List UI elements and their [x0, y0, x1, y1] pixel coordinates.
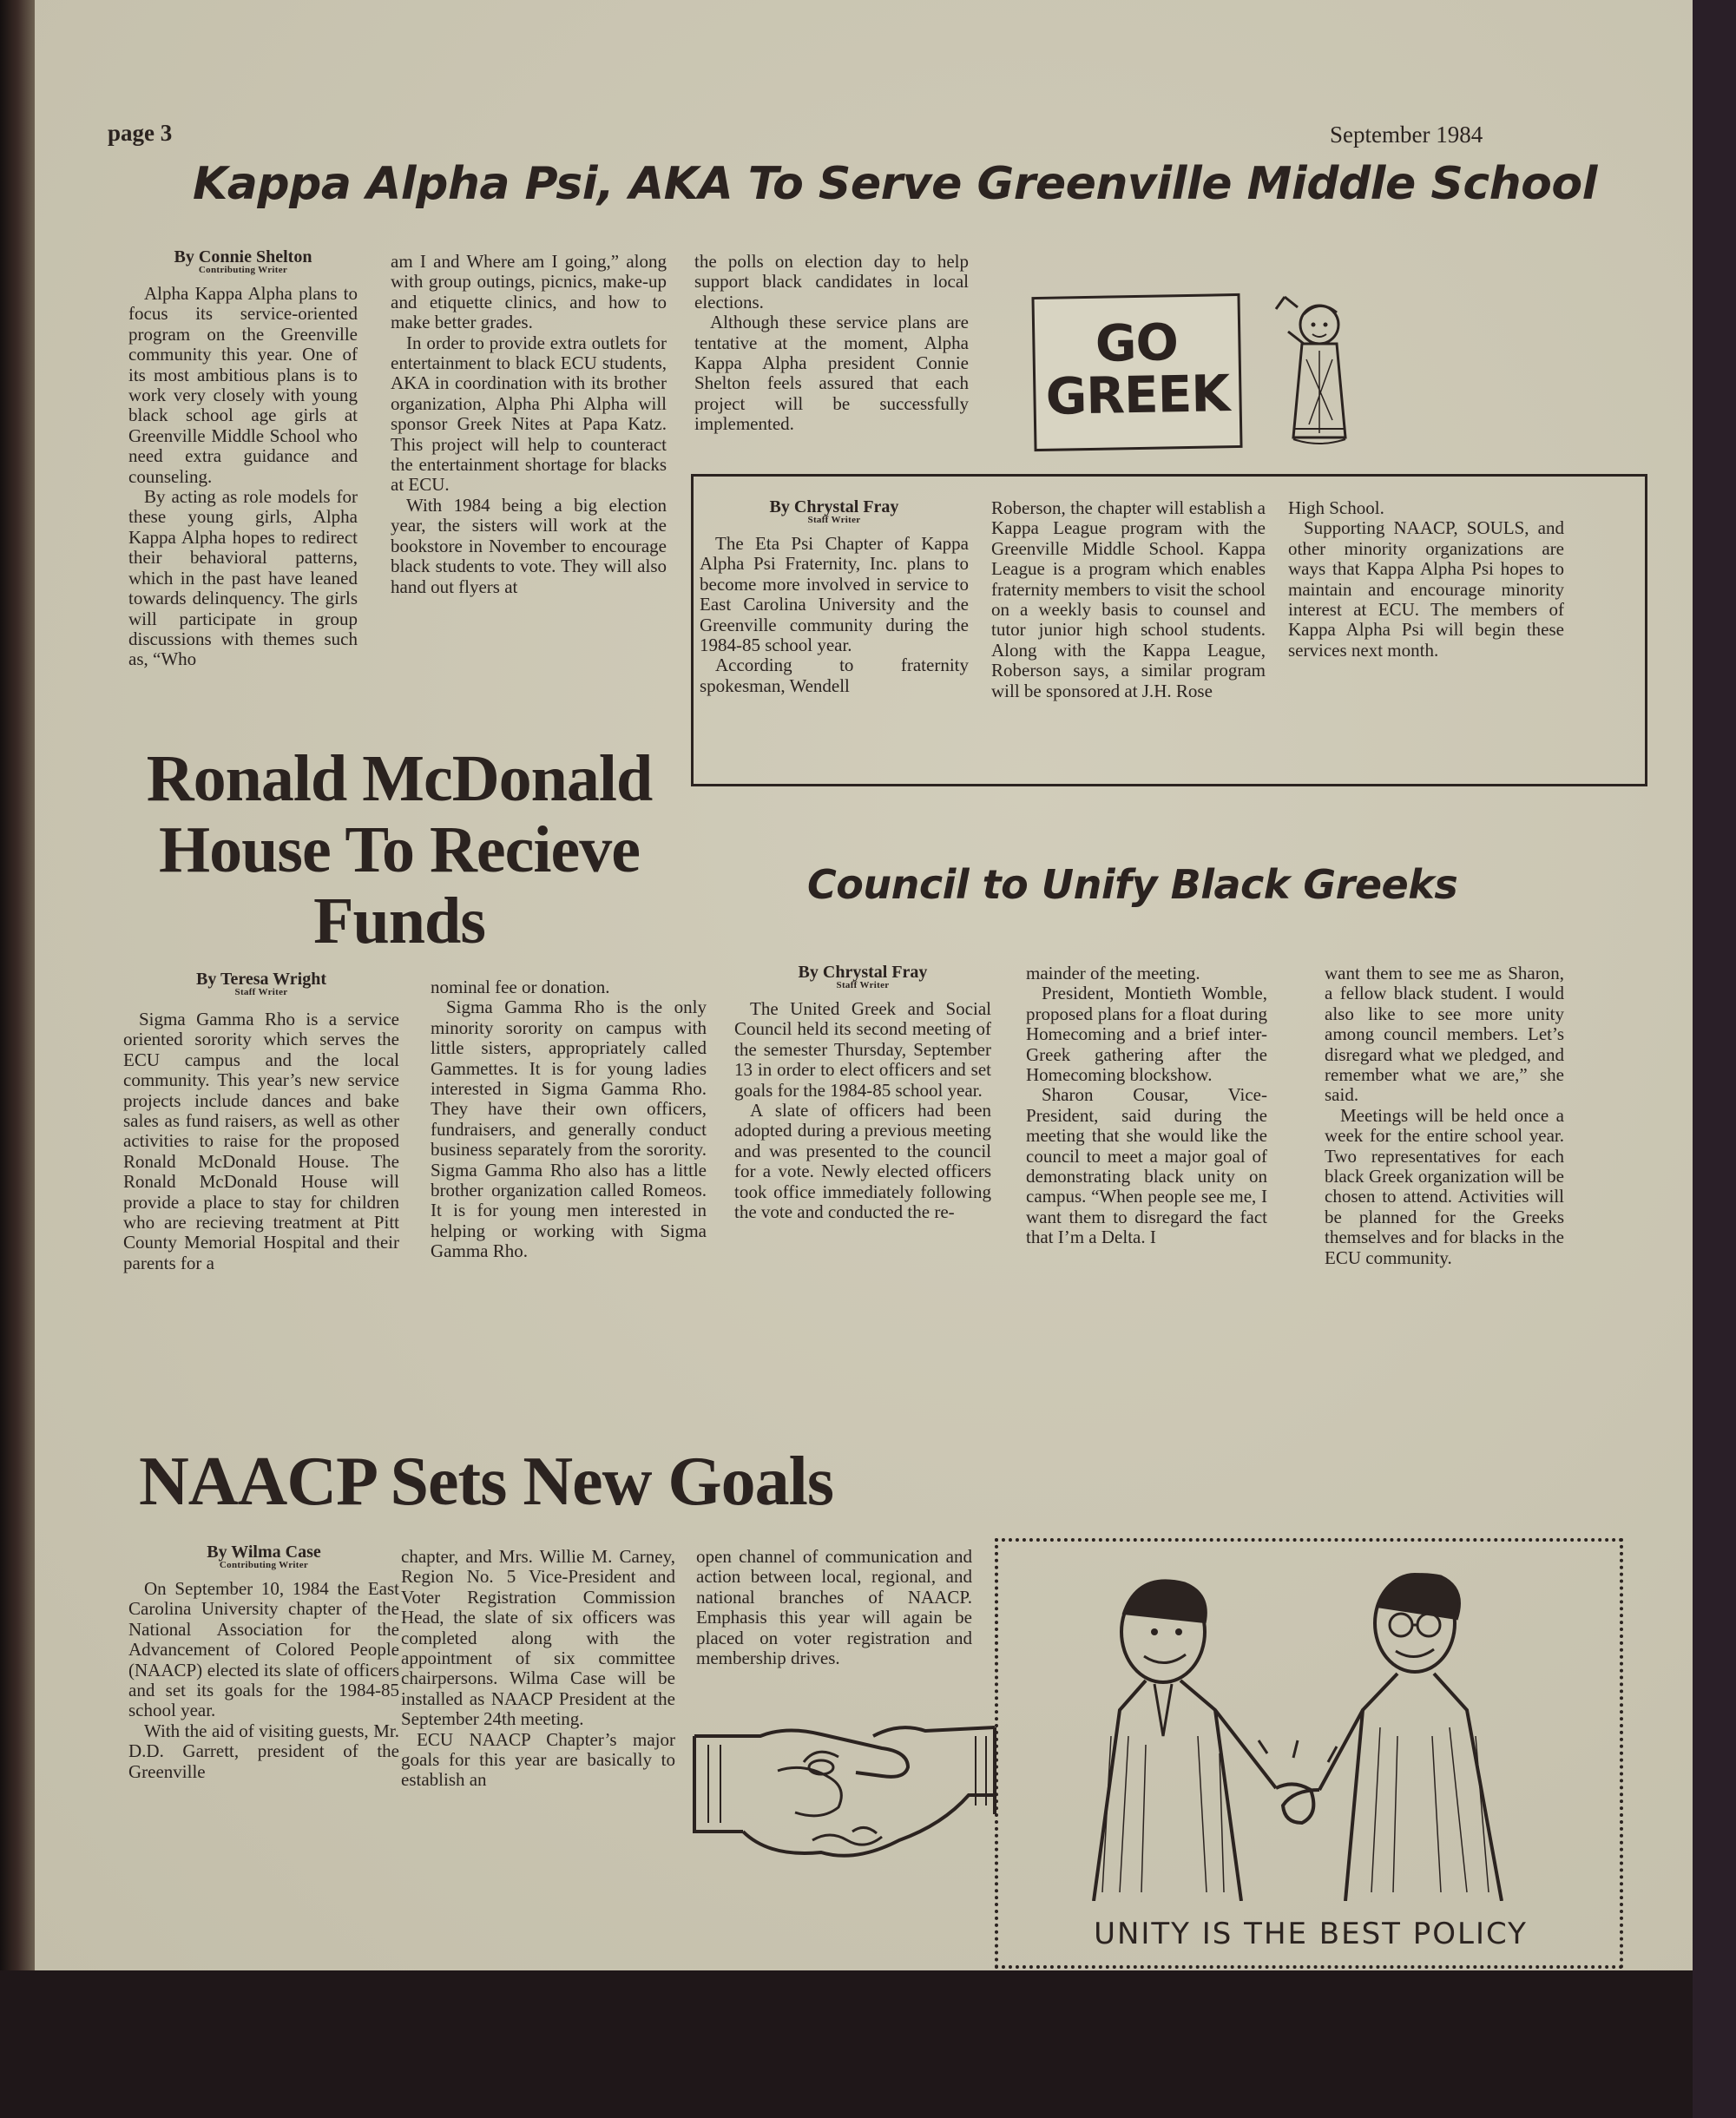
ronald-headline — [87, 743, 712, 957]
naacp-author-role: Contributing Writer — [219, 1560, 309, 1570]
paragraph: nominal fee or donation. — [431, 977, 610, 997]
issue-date: September 1984 — [1330, 122, 1483, 148]
kappa-headline: Kappa Alpha Psi, AKA To Serve Greenville Middle School — [193, 158, 1597, 210]
scan-edge — [1693, 0, 1736, 2118]
scan-background — [0, 1970, 1736, 2118]
paragraph: President, Montieth Womble, proposed plans for a float during Homecoming and a brief inter-Greek gathering after the Homecoming blockshow. — [1026, 983, 1267, 1086]
paragraph: Sigma Gamma Rho is the only minority sorority on campus with little sisters, appropriately called Gammettes. It is for young ladies interested in Sigma Gamma Rho. They have their own officers, fundraisers, and generally conduct business separately from the sorority. Sigma Gamma Rho also has a little brother organization called Romeos. It is for young men interested in helping or working with Sigma Gamma Rho. — [431, 997, 707, 1262]
paragraph: In order to provide extra outlets for entertainment to black ECU students, AKA in coordination with its brother organization, Alpha Phi Alpha will sponsor Greek Nites at Papa Katz. This project will help to counteract the entertainment shortage for blacks at ECU. — [391, 332, 667, 496]
paragraph: According to fraternity spokesman, Wendell — [700, 654, 969, 696]
paragraph: Roberson, the chapter will establish a Kappa League program with the Greenville Middle School. Kappa League is a program which enables fraternity members to visit the school on a weekly basis to counsel and tutor junior high school students. Along with the Kappa League, Roberson says, a similar program will be sponsored at J.H. Rose — [991, 497, 1266, 701]
paragraph: the polls on election day to help support black candidates in local elections. — [694, 251, 969, 312]
paragraph: Sigma Gamma Rho is a service oriented sorority which serves the ECU campus and the local community. This year’s new service projects include dances and bake sales as fund raisers, as well as other activities to raise for the proposed Ronald McDonald House. The Ronald McDonald House will provide a place to stay for children who are recieving treatment at Pitt County Memorial Hospital and their parents for a — [123, 1009, 399, 1273]
ronald-byline — [123, 970, 399, 997]
ronald-headline-line-2: House To Recieve — [159, 813, 640, 886]
paragraph: want them to see me as Sharon, a fellow black student. I would also like to see more unity among council members. Let’s disregard what we pledged, and remember what we are,” she said. — [1325, 963, 1564, 1106]
paragraph: Meetings will be held once a week for the entire school year. Two representatives for each black Greek organization will be chosen to attend. Activities will be planned for the Greeks themselves and for blacks in the ECU community. — [1325, 1104, 1564, 1268]
paragraph: With 1984 being a big election year, the sisters will work at the bookstore in November to encourage black students to vote. They will also hand out flyers at — [391, 494, 667, 597]
council-author: By Chrystal Fray — [798, 963, 928, 982]
aka-author-role: Contributing Writer — [198, 265, 288, 275]
paragraph: Alpha Kappa Alpha plans to focus its service-oriented program on the Greenville community this year. One of its most ambitious plans is to work very closely with young black school age girls at Greenville Middle School who need extra guidance and counseling. — [128, 283, 358, 487]
aka-column-3 — [694, 252, 969, 435]
aka-column-1 — [128, 248, 358, 670]
paragraph: chapter, and Mrs. Willie M. Carney, Region No. 5 Vice-President and Voter Registration Commission Head, the slate of six officers was completed along with the appointment of six committee chairpersons. Wilma Case will be installed as NAACP President at the September 24th meeting. — [401, 1546, 675, 1730]
paragraph: The Eta Psi Chapter of Kappa Alpha Psi Fraternity, Inc. plans to become more involved in service to East Carolina University and the Greenville community during the 1984-85 school year. — [700, 533, 969, 656]
paragraph: Although these service plans are tentative at the moment, Alpha Kappa Alpha president Connie Shelton feels assured that each project will be successfully implemented. — [694, 312, 969, 435]
ronald-author: By Teresa Wright — [195, 970, 327, 989]
psi-byline — [700, 498, 969, 525]
cartoon-caption: UNITY IS THE BEST POLICY — [1094, 1917, 1528, 1951]
page-number: page 3 — [108, 120, 173, 146]
ronald-column-2 — [431, 977, 707, 1262]
psi-column-3 — [1288, 498, 1564, 661]
council-author-role: Staff Writer — [836, 980, 890, 990]
naacp-author: By Wilma Case — [207, 1542, 321, 1562]
paragraph: Sharon Cousar, Vice-President, said during the meeting that she would like the council to meet a major goal of demonstrating black unity on campus. “When people see me, I want them to disregard the fact that I’m a Delta. I — [1026, 1084, 1267, 1248]
council-column-2 — [1026, 964, 1267, 1248]
council-headline: Council to Unify Black Greeks — [807, 861, 1458, 908]
council-byline — [734, 964, 991, 990]
paragraph: Supporting NAACP, SOULS, and other minority organizations are ways that Kappa Alpha Psi hopes to maintain and encourage minority interest at ECU. The members of Kappa Alpha Psi will begin these services next month. — [1288, 517, 1564, 661]
council-column-3 — [1325, 964, 1564, 1268]
ronald-headline-line-1: Ronald McDonald — [146, 742, 653, 815]
psi-author-role: Staff Writer — [807, 515, 861, 525]
paragraph: High School. — [1288, 497, 1384, 518]
greek-figure-illustration — [1259, 290, 1371, 455]
handshake-illustration — [691, 1710, 1003, 1884]
newspaper-page — [35, 0, 1693, 1970]
ronald-headline-line-3: Funds — [313, 885, 485, 957]
paragraph: By acting as role models for these young girls, Alpha Kappa Alpha hopes to redirect their behavioral patterns, which in the past have leaned towards delinquency. The girls will participate in group discussions with themes such as, “Who — [128, 486, 358, 670]
paragraph: On September 10, 1984 the East Carolina University chapter of the National Association for the Advancement of Colored People (NAACP) elected its slate of officers and set its goals for the 1984-85 school year. — [128, 1578, 399, 1721]
ronald-column-1 — [123, 970, 399, 1273]
naacp-column-2 — [401, 1547, 675, 1791]
paragraph: The United Greek and Social Council held its second meeting of the semester Thursday, September 13 in order to elect officers and set goals for the 1984-85 school year. — [734, 998, 991, 1101]
naacp-column-1 — [128, 1543, 399, 1782]
unity-cartoon-illustration — [1033, 1562, 1588, 1901]
psi-column-1 — [700, 498, 969, 696]
ronald-author-role: Staff Writer — [234, 987, 288, 997]
paragraph: mainder of the meeting. — [1026, 963, 1200, 983]
paragraph: A slate of officers had been adopted during a previous meeting and was presented to the council for a vote. Newly elected officers took office immediately following the vote and conducted the re- — [734, 1100, 991, 1223]
aka-column-2 — [391, 252, 667, 597]
psi-author: By Chrystal Fray — [769, 497, 899, 516]
naacp-byline — [128, 1543, 399, 1570]
paragraph: am I and Where am I going,” along with group outings, picnics, make-up and etiquette clinics, and how to make better grades. — [391, 251, 667, 333]
psi-column-2 — [991, 498, 1266, 701]
naacp-headline: NAACP Sets New Goals — [139, 1444, 833, 1520]
go-greek-sign — [1031, 293, 1242, 451]
naacp-column-3 — [696, 1547, 972, 1668]
aka-author: By Connie Shelton — [174, 247, 312, 266]
paragraph: With the aid of visiting guests, Mr. D.D. Garrett, president of the Greenville — [128, 1720, 399, 1782]
paragraph: open channel of communication and action between local, regional, and national branches of NAACP. Emphasis this year will again be placed on voter registration and membership drives. — [696, 1546, 972, 1669]
council-column-1 — [734, 964, 991, 1222]
aka-byline — [128, 248, 358, 275]
paragraph: ECU NAACP Chapter’s major goals for this year are basically to establish an — [401, 1728, 675, 1791]
book-spine — [0, 0, 35, 2118]
go-greek-text: GO GREEK — [1045, 312, 1230, 426]
